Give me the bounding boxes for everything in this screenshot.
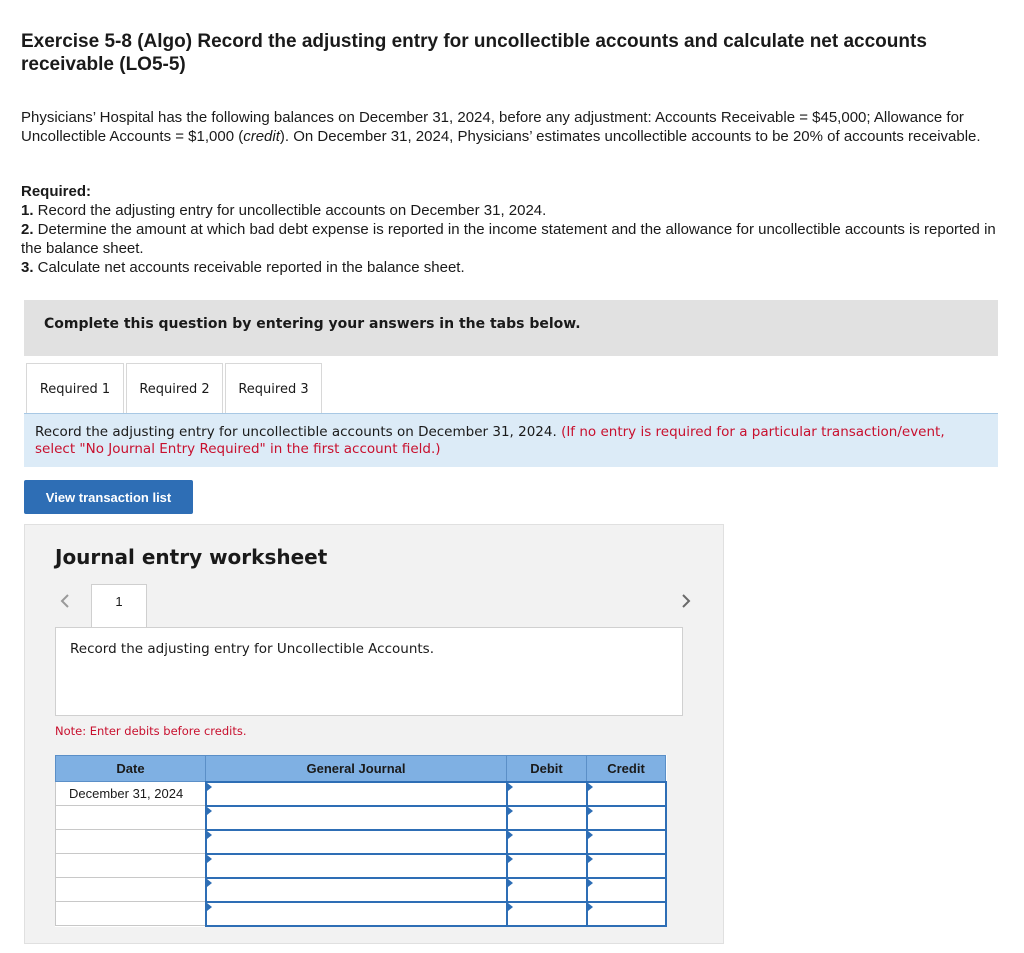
debit-input[interactable] [507,782,587,806]
journal-entry-worksheet [24,524,724,944]
required-heading: Required: [21,183,92,200]
view-transaction-list-button[interactable]: View transaction list [24,480,193,514]
journal-header-row [56,756,666,782]
column-general-journal: General Journal [206,756,507,782]
credit-input[interactable] [587,830,666,854]
worksheet-title: Journal entry worksheet [55,545,328,569]
chevron-right-icon[interactable] [676,591,696,611]
banner-text: Complete this question by entering your answers in the tabs below. [44,316,581,332]
row-date [56,806,206,830]
tab-instruction [24,413,998,467]
tab-required-2[interactable]: Required 2 [126,363,223,414]
row-date [56,902,206,926]
journal-row [56,806,666,830]
credit-input[interactable] [587,854,666,878]
account-select[interactable] [206,830,507,854]
required-item-3: 3. Calculate net accounts receivable reported in the balance sheet. [21,259,465,276]
tab-required-1[interactable]: Required 1 [26,363,124,414]
row-date: December 31, 2024 [56,782,206,806]
required-section [21,182,1016,277]
exercise-title: Exercise 5-8 (Algo) Record the adjusting entry for uncollectible accounts and calculate net accounts receivable (LO5-5) [21,31,927,75]
journal-row [56,854,666,878]
credit-input[interactable] [587,806,666,830]
intro-credit-word: credit [243,128,280,145]
account-select[interactable] [206,854,507,878]
journal-table [55,755,667,927]
instruction-note: (If no entry is required for a particular transaction/event, select "No Journal Entry Required" in the first account field.) [35,424,945,457]
row-date [56,830,206,854]
entry-note: Note: Enter debits before credits. [55,724,247,738]
problem-intro [21,108,1016,146]
account-select[interactable] [206,902,507,926]
debit-input[interactable] [507,878,587,902]
account-select[interactable] [206,782,507,806]
journal-row [56,902,666,926]
row-date [56,878,206,902]
debit-input[interactable] [507,854,587,878]
instruction-main: Record the adjusting entry for uncollectible accounts on December 31, 2024. [35,424,562,440]
journal-row [56,830,666,854]
account-select[interactable] [206,878,507,902]
debit-input[interactable] [507,806,587,830]
tab-required-3[interactable]: Required 3 [225,363,322,414]
instructions-banner [24,300,998,356]
worksheet-page-tab[interactable]: 1 [91,584,147,628]
chevron-left-icon[interactable] [55,591,75,611]
column-debit: Debit [507,756,587,782]
credit-input[interactable] [587,782,666,806]
journal-row [56,878,666,902]
required-item-1: 1. Record the adjusting entry for uncollectible accounts on December 31, 2024. [21,202,547,219]
row-date [56,854,206,878]
credit-input[interactable] [587,878,666,902]
column-credit: Credit [587,756,666,782]
debit-input[interactable] [507,830,587,854]
required-item-2: 2. Determine the amount at which bad debt expense is reported in the income statement and the allowance for uncollectible accounts is reported in the balance sheet. [21,221,996,257]
intro-text-2: ). On December 31, 2024, Physicians’ estimates uncollectible accounts to be 20% of accounts receivable. [279,128,981,145]
intro-text-1: Physicians’ Hospital has the following balances on December 31, 2024, before any adjustment: Accounts Receivable = $45,000; Allowance for Uncollectible Accounts = $1,000 ( [21,109,964,145]
entry-description: Record the adjusting entry for Uncollectible Accounts. [55,627,683,716]
column-date: Date [56,756,206,782]
debit-input[interactable] [507,902,587,926]
account-select[interactable] [206,806,507,830]
journal-row [56,782,666,806]
credit-input[interactable] [587,902,666,926]
